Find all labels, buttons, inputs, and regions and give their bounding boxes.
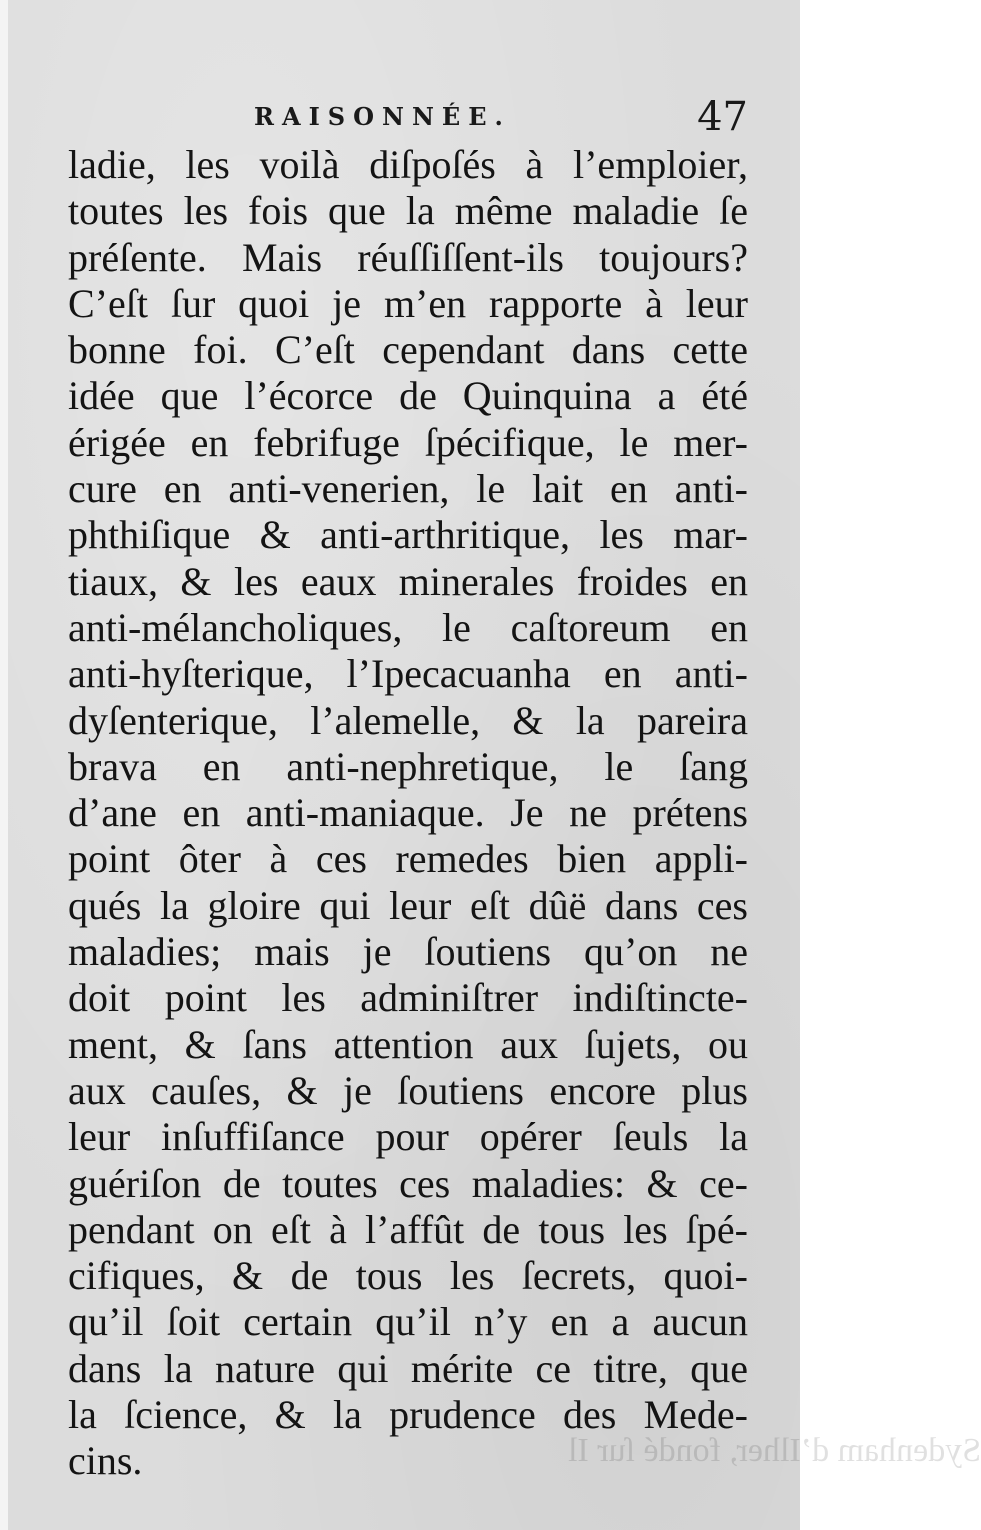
text-line: la ſcience, & la prudence des Mede- (68, 1392, 748, 1438)
text-line: cifiques, & de tous les ſecrets, quoi- (68, 1253, 748, 1299)
text-line: doit point les adminiſtrer indiſtincte- (68, 975, 748, 1021)
text-line: pendant on eſt à l’affût de tous les ſpé- (68, 1206, 748, 1252)
text-line: anti-mélancholiques, le caſtoreum en (68, 604, 748, 650)
text-line: cure en anti-venerien, le lait en anti- (68, 466, 748, 512)
text-line: leur inſuffiſance pour opérer ſeuls la (68, 1114, 748, 1160)
text-line: dyſenterique, l’alemelle, & la pareira (68, 697, 748, 743)
text-line: érigée en febrifuge ſpécifique, le mer- (68, 419, 748, 465)
text-line: ment, & ſans attention aux ſujets, ou (68, 1021, 748, 1067)
text-line: C’eſt ſur quoi je m’en rapporte à leur (68, 280, 748, 326)
running-head: RAISONNÉE. (254, 102, 511, 131)
text-line: d’ane en anti-maniaque. Je ne prétens (68, 790, 748, 836)
text-line: anti-hyſterique, l’Ipecacuanha en anti- (68, 651, 748, 697)
text-line: dans la nature qui mérite ce titre, que (68, 1345, 748, 1391)
text-line: qués la gloire qui leur eſt dûë dans ces (68, 882, 748, 928)
text-line: point ôter à ces remedes bien appli- (68, 836, 748, 882)
page-margin (0, 0, 8, 1530)
text-line: brava en anti-nephretique, le ſang (68, 743, 748, 789)
text-line: cins. (68, 1438, 143, 1484)
text-line: tiaux, & les eaux minerales froides en (68, 558, 748, 604)
text-line: bonne foi. C’eſt cependant dans cette (68, 327, 748, 373)
text-line: idée que l’écorce de Quinquina a été (68, 373, 748, 419)
body-text (68, 142, 748, 1485)
book-page (8, 0, 981, 1530)
text-line: guériſon de toutes ces maladies: & ce- (68, 1160, 748, 1206)
text-line: maladies; mais je ſoutiens qu’on ne (68, 929, 748, 975)
text-line: préſente. Mais réuſſiſſent-ils toujours? (68, 234, 748, 280)
page-number: 47 (697, 94, 748, 140)
page-header (66, 96, 748, 144)
text-line: aux cauſes, & je ſoutiens encore plus (68, 1067, 748, 1113)
text-line: qu’il ſoit certain qu’il n’y en a aucun (68, 1299, 748, 1345)
text-line: toutes les fois que la même maladie ſe (68, 188, 748, 234)
text-line: phthiſique & anti-arthritique, les mar- (68, 512, 748, 558)
text-line: ladie, les voilà diſpoſés à l’emploier, (68, 142, 748, 187)
show-through-text: Sydenham d’Ilher, fondé ſur Il (568, 1432, 981, 1469)
